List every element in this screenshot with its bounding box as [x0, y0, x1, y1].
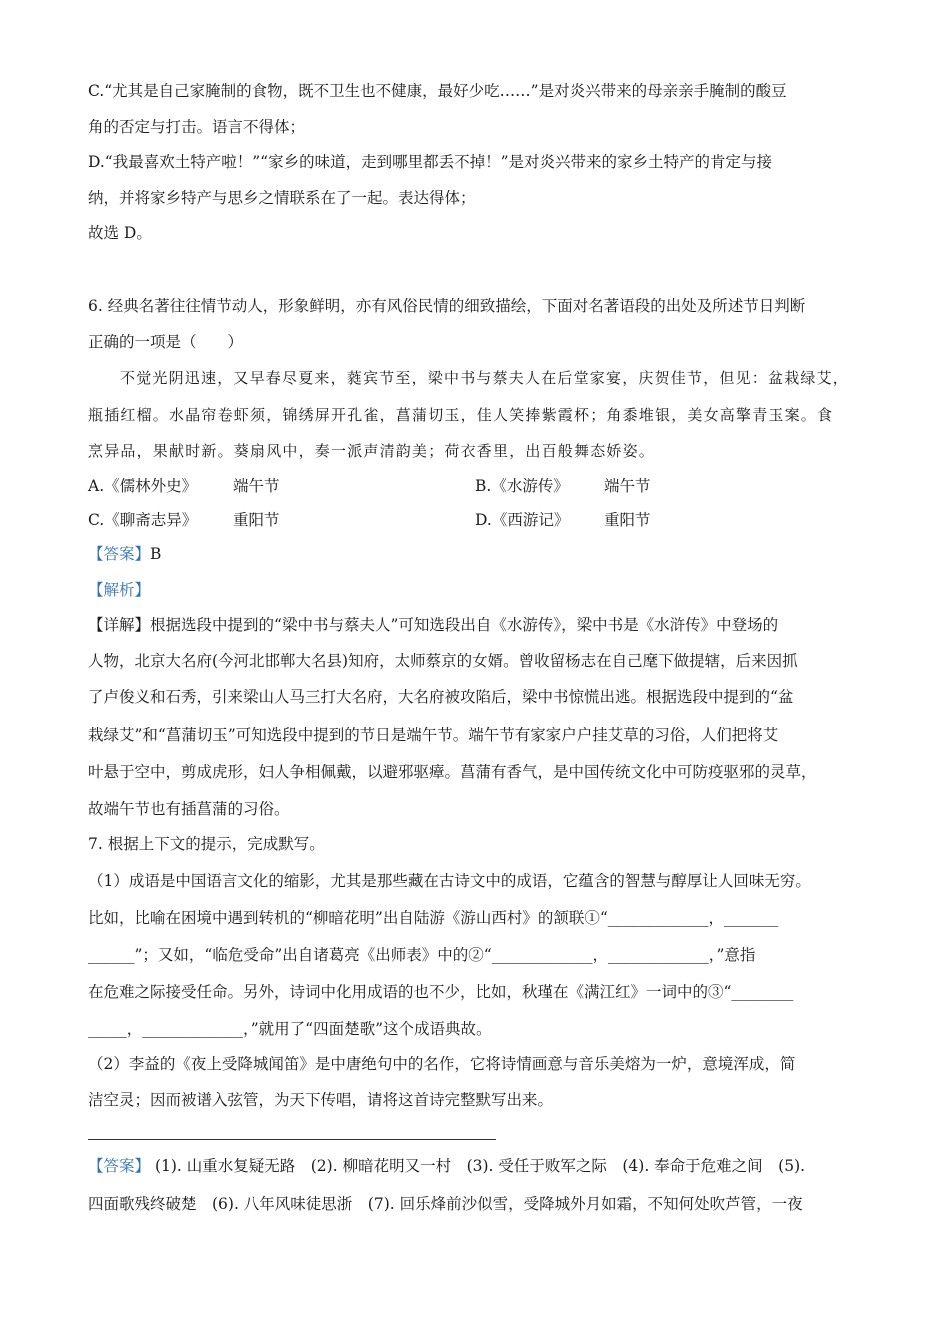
- q6-detail-line6: 故端午节也有插菖蒲的习俗。: [88, 800, 290, 818]
- q7-p1-line3: ______”；又如，“临危受命”出自诸葛亮《出师表》中的②“_____________，_____________，”意指: [88, 946, 756, 964]
- option-letter: B.: [475, 477, 492, 495]
- q5-option-c-analysis-line1: C.“尤其是自己家腌制的食物，既不卫生也不健康，最好少吃……”是对炎兴带来的母亲亲手腌制的酸豆: [88, 82, 787, 100]
- option-book: 《聊斋志异》: [104, 511, 198, 529]
- option-book: 《儒林外史》: [104, 477, 198, 495]
- q7-p1-line2: 比如，比喻在困境中遇到转机的“柳暗花明”出自陆游《游山西村》的颔联①“_____________，_______: [88, 909, 779, 927]
- answer-text: (1). 山重水复疑无路 (2). 柳暗花明又一村 (3). 受任于败军之际 (4). 奉命于危难之间 (5).: [150, 1157, 806, 1175]
- q6-answer: [88, 543, 161, 565]
- q5-conclusion: 故选 D。: [88, 224, 152, 242]
- q7-p1-line4: 在危难之际接受任命。另外，诗词中化用成语的也不少，比如，秋瑾在《满江红》一词中的③“________: [88, 983, 794, 1001]
- option-letter: A.: [88, 477, 105, 495]
- detail-text: 根据选段中提到的“梁中书与蔡夫人”可知选段出自《水游传》，梁中书是《水浒传》中登场的: [150, 616, 779, 634]
- q6-detail-line4: 栽绿艾”和“菖蒲切玉”可知选段中提到的节日是端午节。端午节有家家户户挂艾草的习俗，人们把将艾: [88, 726, 779, 744]
- q7-answer-line2: 四面歌残终破楚 (6). 八年风味徒思浙 (7). 回乐烽前沙似雪，受降城外月如霜，不知何处吹芦管，一夜: [88, 1195, 803, 1213]
- answer-value: B: [150, 545, 162, 563]
- option-letter: D.: [475, 511, 492, 529]
- answer-label: 【答案】: [88, 545, 151, 563]
- q5-option-d-analysis-line2: 纳，并将家乡特产与思乡之情联系在了一起。表达得体；: [88, 189, 476, 207]
- q7-stem: 7. 根据上下文的提示，完成默写。: [88, 835, 325, 853]
- q6-detail-line1: [88, 614, 778, 636]
- q6-option-a-festival: 端午节: [233, 477, 280, 495]
- q6-passage-line1: 不觉光阴迅速，又早春尽夏来，蕤宾节至，梁中书与蔡夫人在后堂家宴，庆贺佳节，但见：盆栽绿艾，: [120, 369, 850, 387]
- q5-option-c-analysis-line2: 角的否定与打击。语言不得体；: [88, 118, 306, 136]
- q6-stem-line1: 6. 经典名著往往情节动人，形象鲜明，亦有风俗民情的细致描绘，下面对名著语段的出处及所述节日判断: [88, 297, 806, 315]
- q6-option-d: [475, 509, 569, 531]
- option-book: 《水游传》: [491, 477, 569, 495]
- option-book: 《西游记》: [491, 511, 570, 529]
- q6-option-c: [88, 509, 197, 531]
- q6-passage-line3: 烹异品，果献时新。葵扇风中，奏一派声清韵美；荷衣香里，出百般舞态娇姿。: [88, 442, 656, 460]
- q6-detail-line3: 了卢俊义和石秀，引来梁山人马三打大名府，大名府被攻陷后，梁中书惊慌出逃。根据选段中提到的“盆: [88, 688, 794, 706]
- answer-label: 【答案】: [88, 1157, 151, 1175]
- q6-analysis-label: 【解析】: [88, 581, 151, 599]
- q6-option-b: [475, 475, 569, 497]
- q7-p2-line1: （2）李益的《夜上受降城闻笛》是中唐绝句中的名作，它将诗情画意与音乐美熔为一炉，意境浑成，简: [88, 1055, 796, 1073]
- q6-passage-line2: 瓶插红榴。水晶帘卷虾须，锦绣屏开孔雀，菖蒲切玉，佳人笑捧紫霞杯；角黍堆银，美女高擎青玉案。食: [88, 406, 834, 424]
- q6-option-a: [88, 475, 197, 497]
- q6-stem-line2: 正确的一项是（ ）: [88, 333, 244, 351]
- q6-option-b-festival: 端午节: [604, 477, 651, 495]
- option-letter: C.: [88, 511, 105, 529]
- q7-p1-line5: _____，_____________，”就用了“四面楚歌”这个成语典故。: [88, 1020, 492, 1038]
- q6-option-d-festival: 重阳节: [604, 511, 651, 529]
- q6-detail-line5: 叶悬于空中，剪成虎形，妇人争相佩戴，以避邪驱瘴。菖蒲有香气，是中国传统文化中可防疫驱邪的灵草，: [88, 763, 817, 781]
- q7-answer-line1: [88, 1155, 805, 1177]
- q7-p2-line2: 洁空灵；因而被谱入弦管，为天下传唱，请将这首诗完整默写出来。: [88, 1091, 554, 1109]
- answer-writing-line: [88, 1139, 496, 1140]
- q6-option-c-festival: 重阳节: [233, 511, 280, 529]
- q6-detail-line2: 人物，北京大名府(今河北邯郸大名县)知府，太师蔡京的女婿。曾收留杨志在自己麾下做提辖，后来因抓: [88, 652, 798, 670]
- detail-label: 【详解】: [88, 616, 151, 634]
- q5-option-d-analysis-line1: D.“我最喜欢土特产啦！”“家乡的味道，走到哪里都丢不掉！”是对炎兴带来的家乡土特产的肯定与接: [88, 153, 773, 171]
- q7-p1-line1: （1）成语是中国语言文化的缩影，尤其是那些藏在古诗文中的成语，它蕴含的智慧与醇厚让人回味无穷。: [88, 872, 811, 890]
